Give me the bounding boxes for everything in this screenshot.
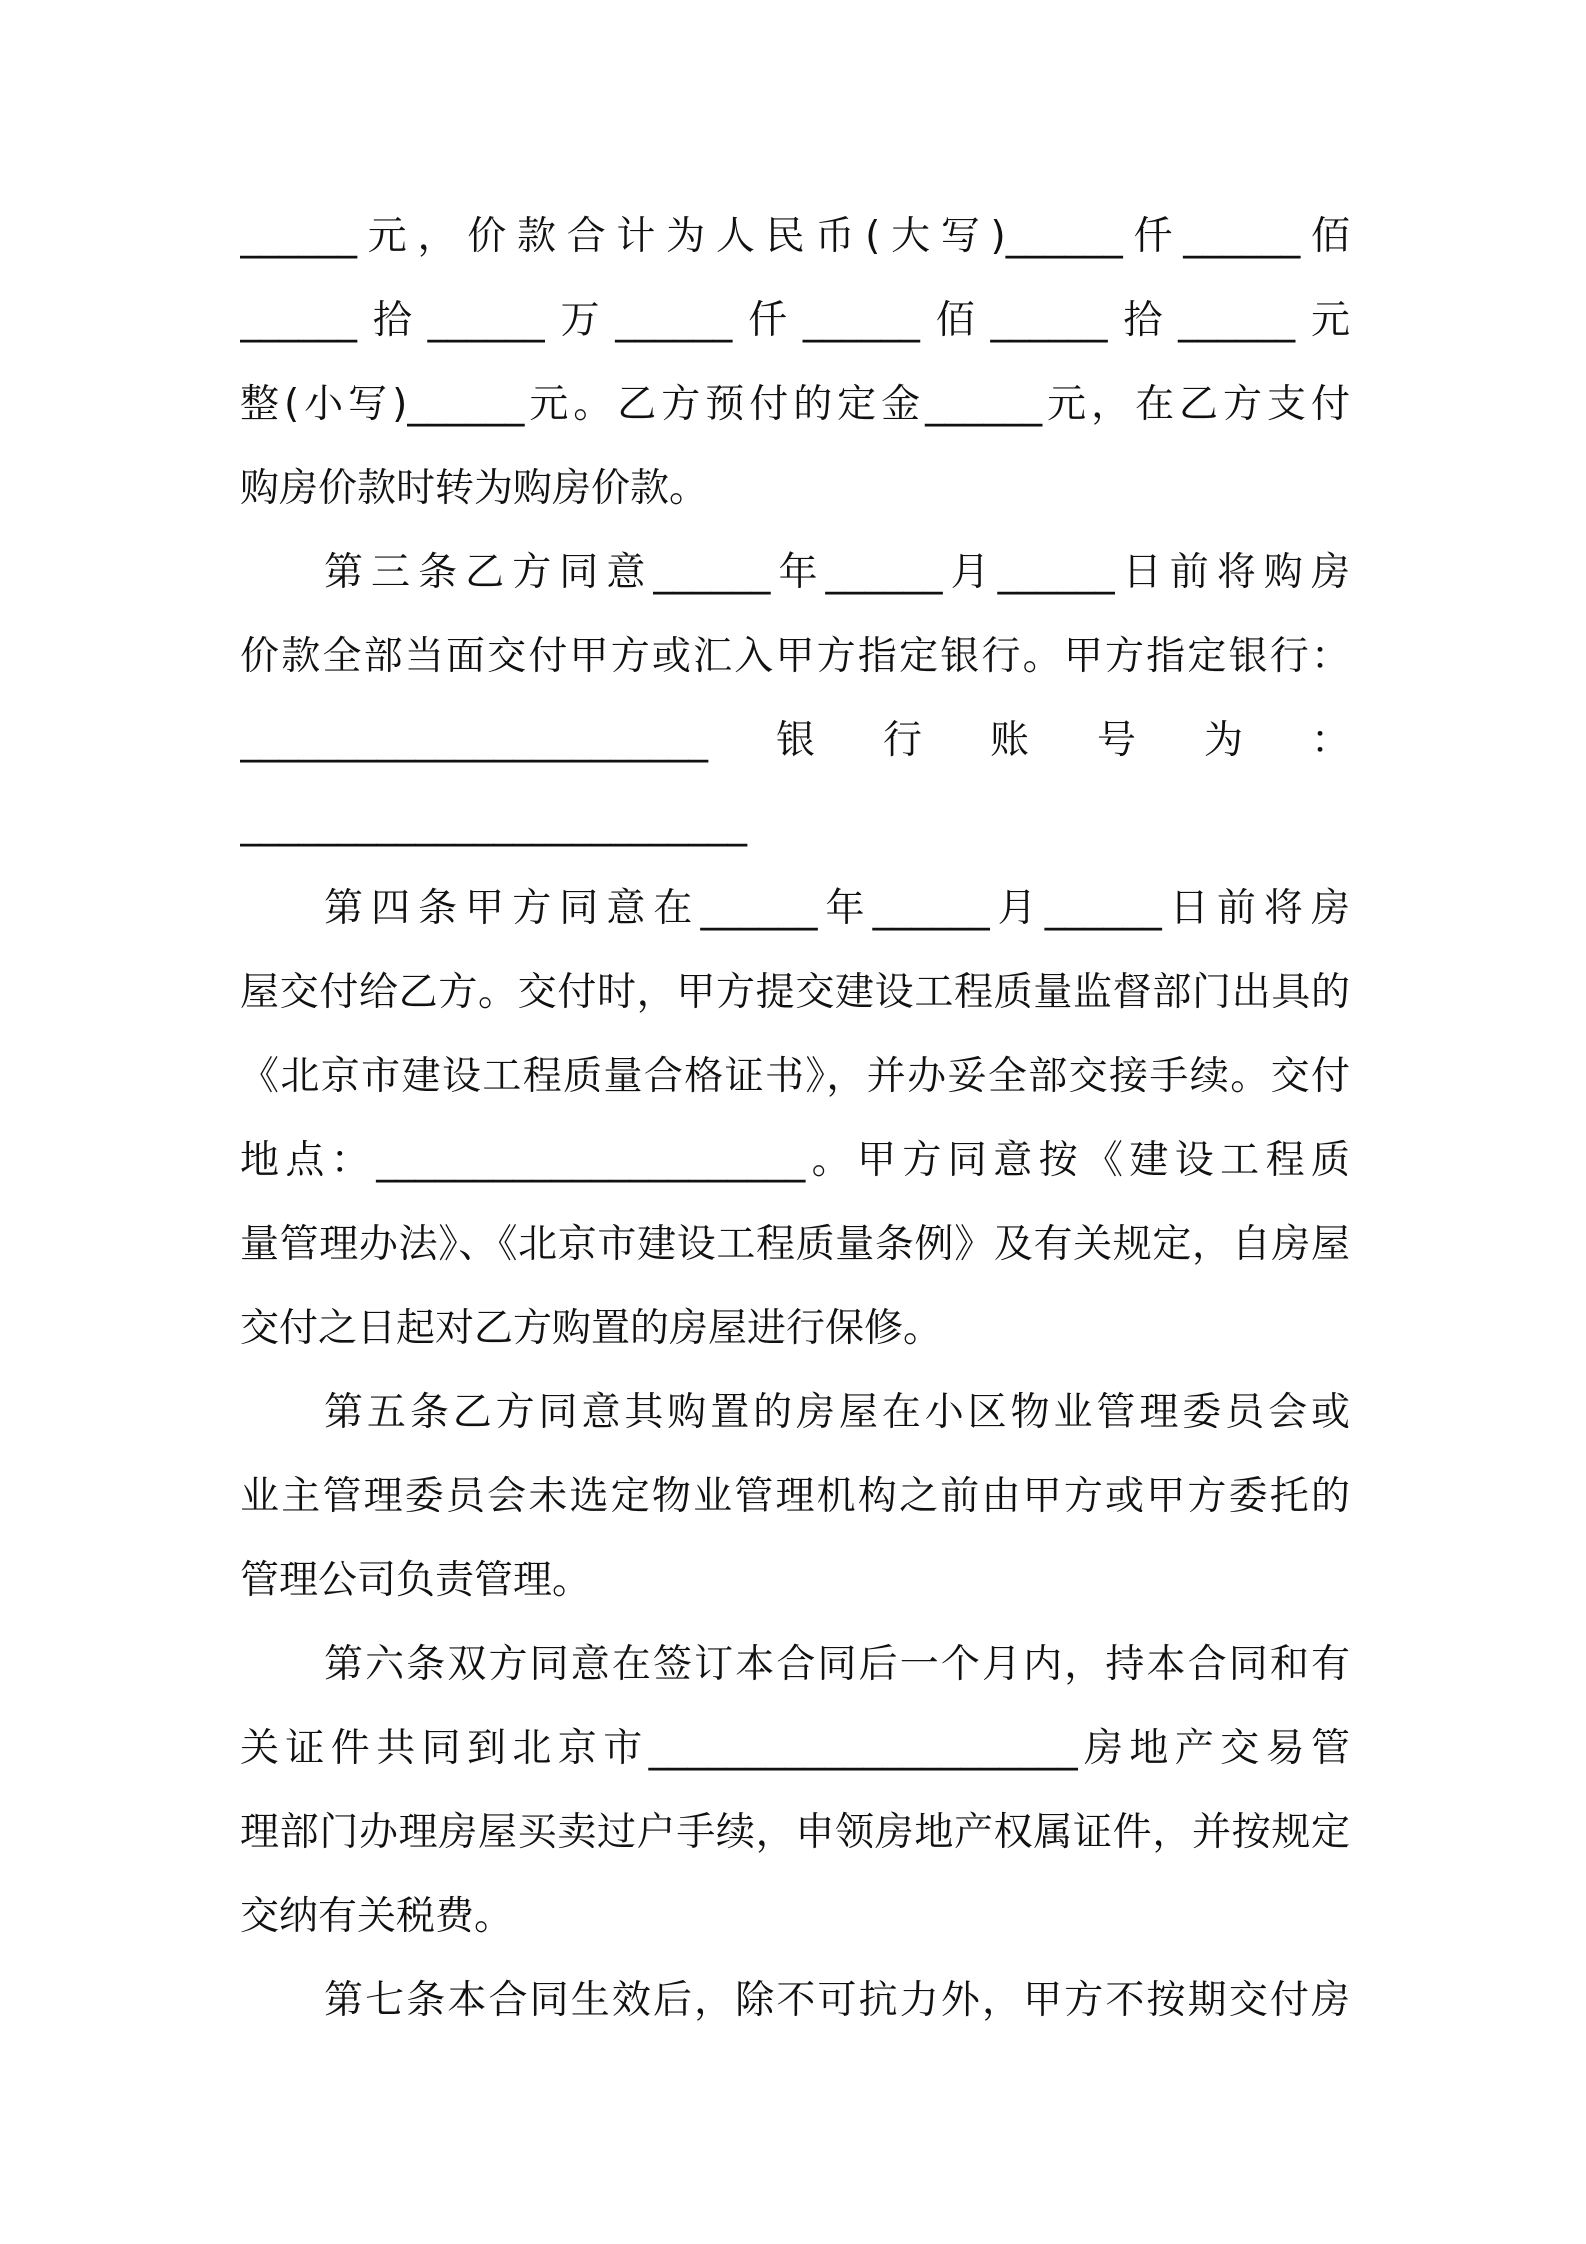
text-line: 理部门办理房屋买卖过户手续，申领房地产权属证件，并按规定 [240, 1810, 1350, 1855]
text-line: ______拾______万______仟______佰______拾______元 [240, 298, 1350, 343]
text-line: 价款全部当面交付甲方或汇入甲方指定银行。甲方指定银行： [240, 634, 1350, 679]
text-line: 购房价款时转为购房价款。 [240, 466, 709, 511]
text-line: ______元，价款合计为人民币(大写)______仟______佰 [240, 214, 1350, 259]
text-line: 交纳有关税费。 [240, 1894, 514, 1939]
text-line: 业主管理委员会未选定物业管理机构之前由甲方或甲方委托的 [240, 1474, 1350, 1519]
text-line: 交付之日起对乙方购置的房屋进行保修。 [240, 1306, 943, 1351]
contract-body [240, 195, 1350, 2043]
text-line: 量管理办法》、《北京市建设工程质量条例》及有关规定，自房屋 [240, 1222, 1350, 1267]
text-line: 屋交付给乙方。交付时，甲方提交建设工程质量监督部门出具的 [240, 970, 1350, 1015]
article-5-heading-line: 第五条乙方同意其购置的房屋在小区物业管理委员会或 [324, 1390, 1350, 1435]
text-line: 地点：______________________。甲方同意按《建设工程质 [240, 1138, 1350, 1183]
bank-account-line: __________________________ [240, 802, 747, 847]
text-line: 整(小写)______元。乙方预付的定金______元，在乙方支付 [240, 382, 1350, 427]
article-7-heading-line: 第七条本合同生效后，除不可抗力外，甲方不按期交付房 [324, 1978, 1350, 2023]
article-3-heading-line: 第三条乙方同意______年______月______日前将购房 [324, 550, 1350, 595]
article-6-heading-line: 第六条双方同意在签订本合同后一个月内，持本合同和有 [324, 1642, 1350, 1687]
text-line: 管理公司负责管理。 [240, 1558, 592, 1603]
text-line: 关证件共同到北京市______________________房地产交易管 [240, 1726, 1350, 1771]
article-4-heading-line: 第四条甲方同意在______年______月______日前将房 [324, 886, 1350, 931]
bank-name-line: ________________________银行账号为： [240, 718, 1350, 763]
text-line: 《北京市建设工程质量合格证书》，并办妥全部交接手续。交付 [240, 1054, 1350, 1099]
